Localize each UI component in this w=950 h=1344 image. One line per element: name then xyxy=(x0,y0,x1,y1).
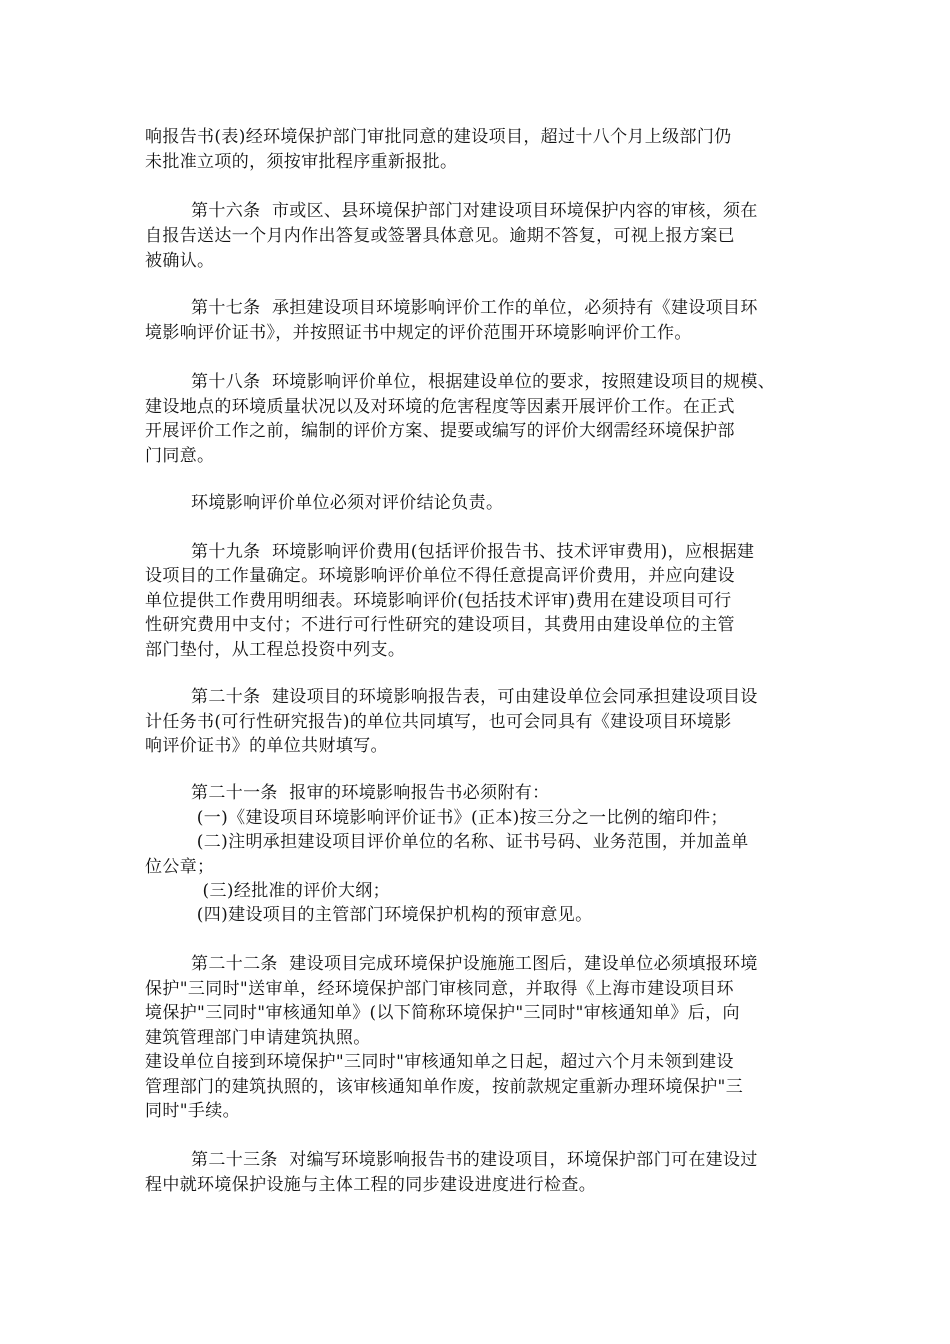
text-line: 境影响评价证书》，并按照证书中规定的评价范围开环境影响评价工作。 xyxy=(145,323,692,343)
text-line: 开展评价工作之前，编制的评价方案、提要或编写的评价大纲需经环境保护部 xyxy=(145,421,735,441)
text-line: (一)《建设项目环境影响评价证书》(正本)按三分之一比例的缩印件； xyxy=(145,808,728,828)
text-line: 第二十三条 对编写环境影响报告书的建设项目，环境保护部门可在建设过 xyxy=(145,1150,758,1170)
text-line: (四)建设项目的主管部门环境保护机构的预审意见。 xyxy=(145,905,593,925)
text-line: 环境影响评价单位必须对评价结论负责。 xyxy=(145,493,504,513)
text-line: (二)注明承担建设项目评价单位的名称、证书号码、业务范围，并加盖单 xyxy=(145,832,749,852)
text-line: 位公章； xyxy=(145,857,215,877)
text-line: 第十七条 承担建设项目环境影响评价工作的单位，必须持有《建设项目环 xyxy=(145,298,758,318)
text-line: 单位提供工作费用明细表。环境影响评价(包括技术评审)费用在建设项目可行 xyxy=(145,591,732,611)
text-line: 计任务书(可行性研究报告)的单位共同填写，也可会同具有《建设项目环境影 xyxy=(145,712,732,732)
text-line: 管理部门的建筑执照的，该审核通知单作废，按前款规定重新办理环境保护"三 xyxy=(145,1077,744,1097)
text-line: 自报告送达一个月内作出答复或签署具体意见。逾期不答复，可视上报方案已 xyxy=(145,226,735,246)
text-line: 第十八条 环境影响评价单位，根据建设单位的要求，按照建设项目的规模、 xyxy=(145,372,776,392)
text-line: 被确认。 xyxy=(145,251,215,271)
text-line: 第十九条 环境影响评价费用(包括评价报告书、技术评审费用)，应根据建 xyxy=(145,542,755,562)
text-line: 保护"三同时"送审单，经环境保护部门审核同意，并取得《上海市建设项目环 xyxy=(145,979,734,999)
text-line: 响报告书(表)经环境保护部门审批同意的建设项目，超过十八个月上级部门仍 xyxy=(145,127,732,147)
text-line: 部门垫付，从工程总投资中列支。 xyxy=(145,640,406,660)
text-line: 设项目的工作量确定。环境影响评价单位不得任意提高评价费用，并应向建设 xyxy=(145,566,735,586)
text-line: 第二十条 建设项目的环境影响报告表，可由建设单位会同承担建设项目设 xyxy=(145,687,758,707)
text-line: 门同意。 xyxy=(145,446,215,466)
text-line: 同时"手续。 xyxy=(145,1101,240,1121)
text-line: 建设地点的环境质量状况以及对环境的危害程度等因素开展评价工作。在正式 xyxy=(145,397,735,417)
text-line: 响评价证书》的单位共财填写。 xyxy=(145,736,388,756)
text-line: 性研究费用中支付；不进行可行性研究的建设项目，其费用由建设单位的主管 xyxy=(145,615,735,635)
text-line: 第二十一条 报审的环境影响报告书必须附有： xyxy=(145,783,550,803)
text-line: 建筑管理部门申请建筑执照。 xyxy=(145,1028,371,1048)
text-line: 建设单位自接到环境保护"三同时"审核通知单之日起，超过六个月未领到建设 xyxy=(145,1052,734,1072)
text-line: 未批准立项的，须按审批程序重新报批。 xyxy=(145,152,458,172)
text-line: 程中就环境保护设施与主体工程的同步建设进度进行检查。 xyxy=(145,1175,597,1195)
text-line: (三)经批准的评价大纲； xyxy=(145,881,391,901)
text-line: 境保护"三同时"审核通知单》(以下简称环境保护"三同时"审核通知单》后，向 xyxy=(145,1003,740,1023)
text-line: 第二十二条 建设项目完成环境保护设施施工图后，建设单位必须填报环境 xyxy=(145,954,758,974)
text-line: 第十六条 市或区、县环境保护部门对建设项目环境保护内容的审核，须在 xyxy=(145,201,758,221)
